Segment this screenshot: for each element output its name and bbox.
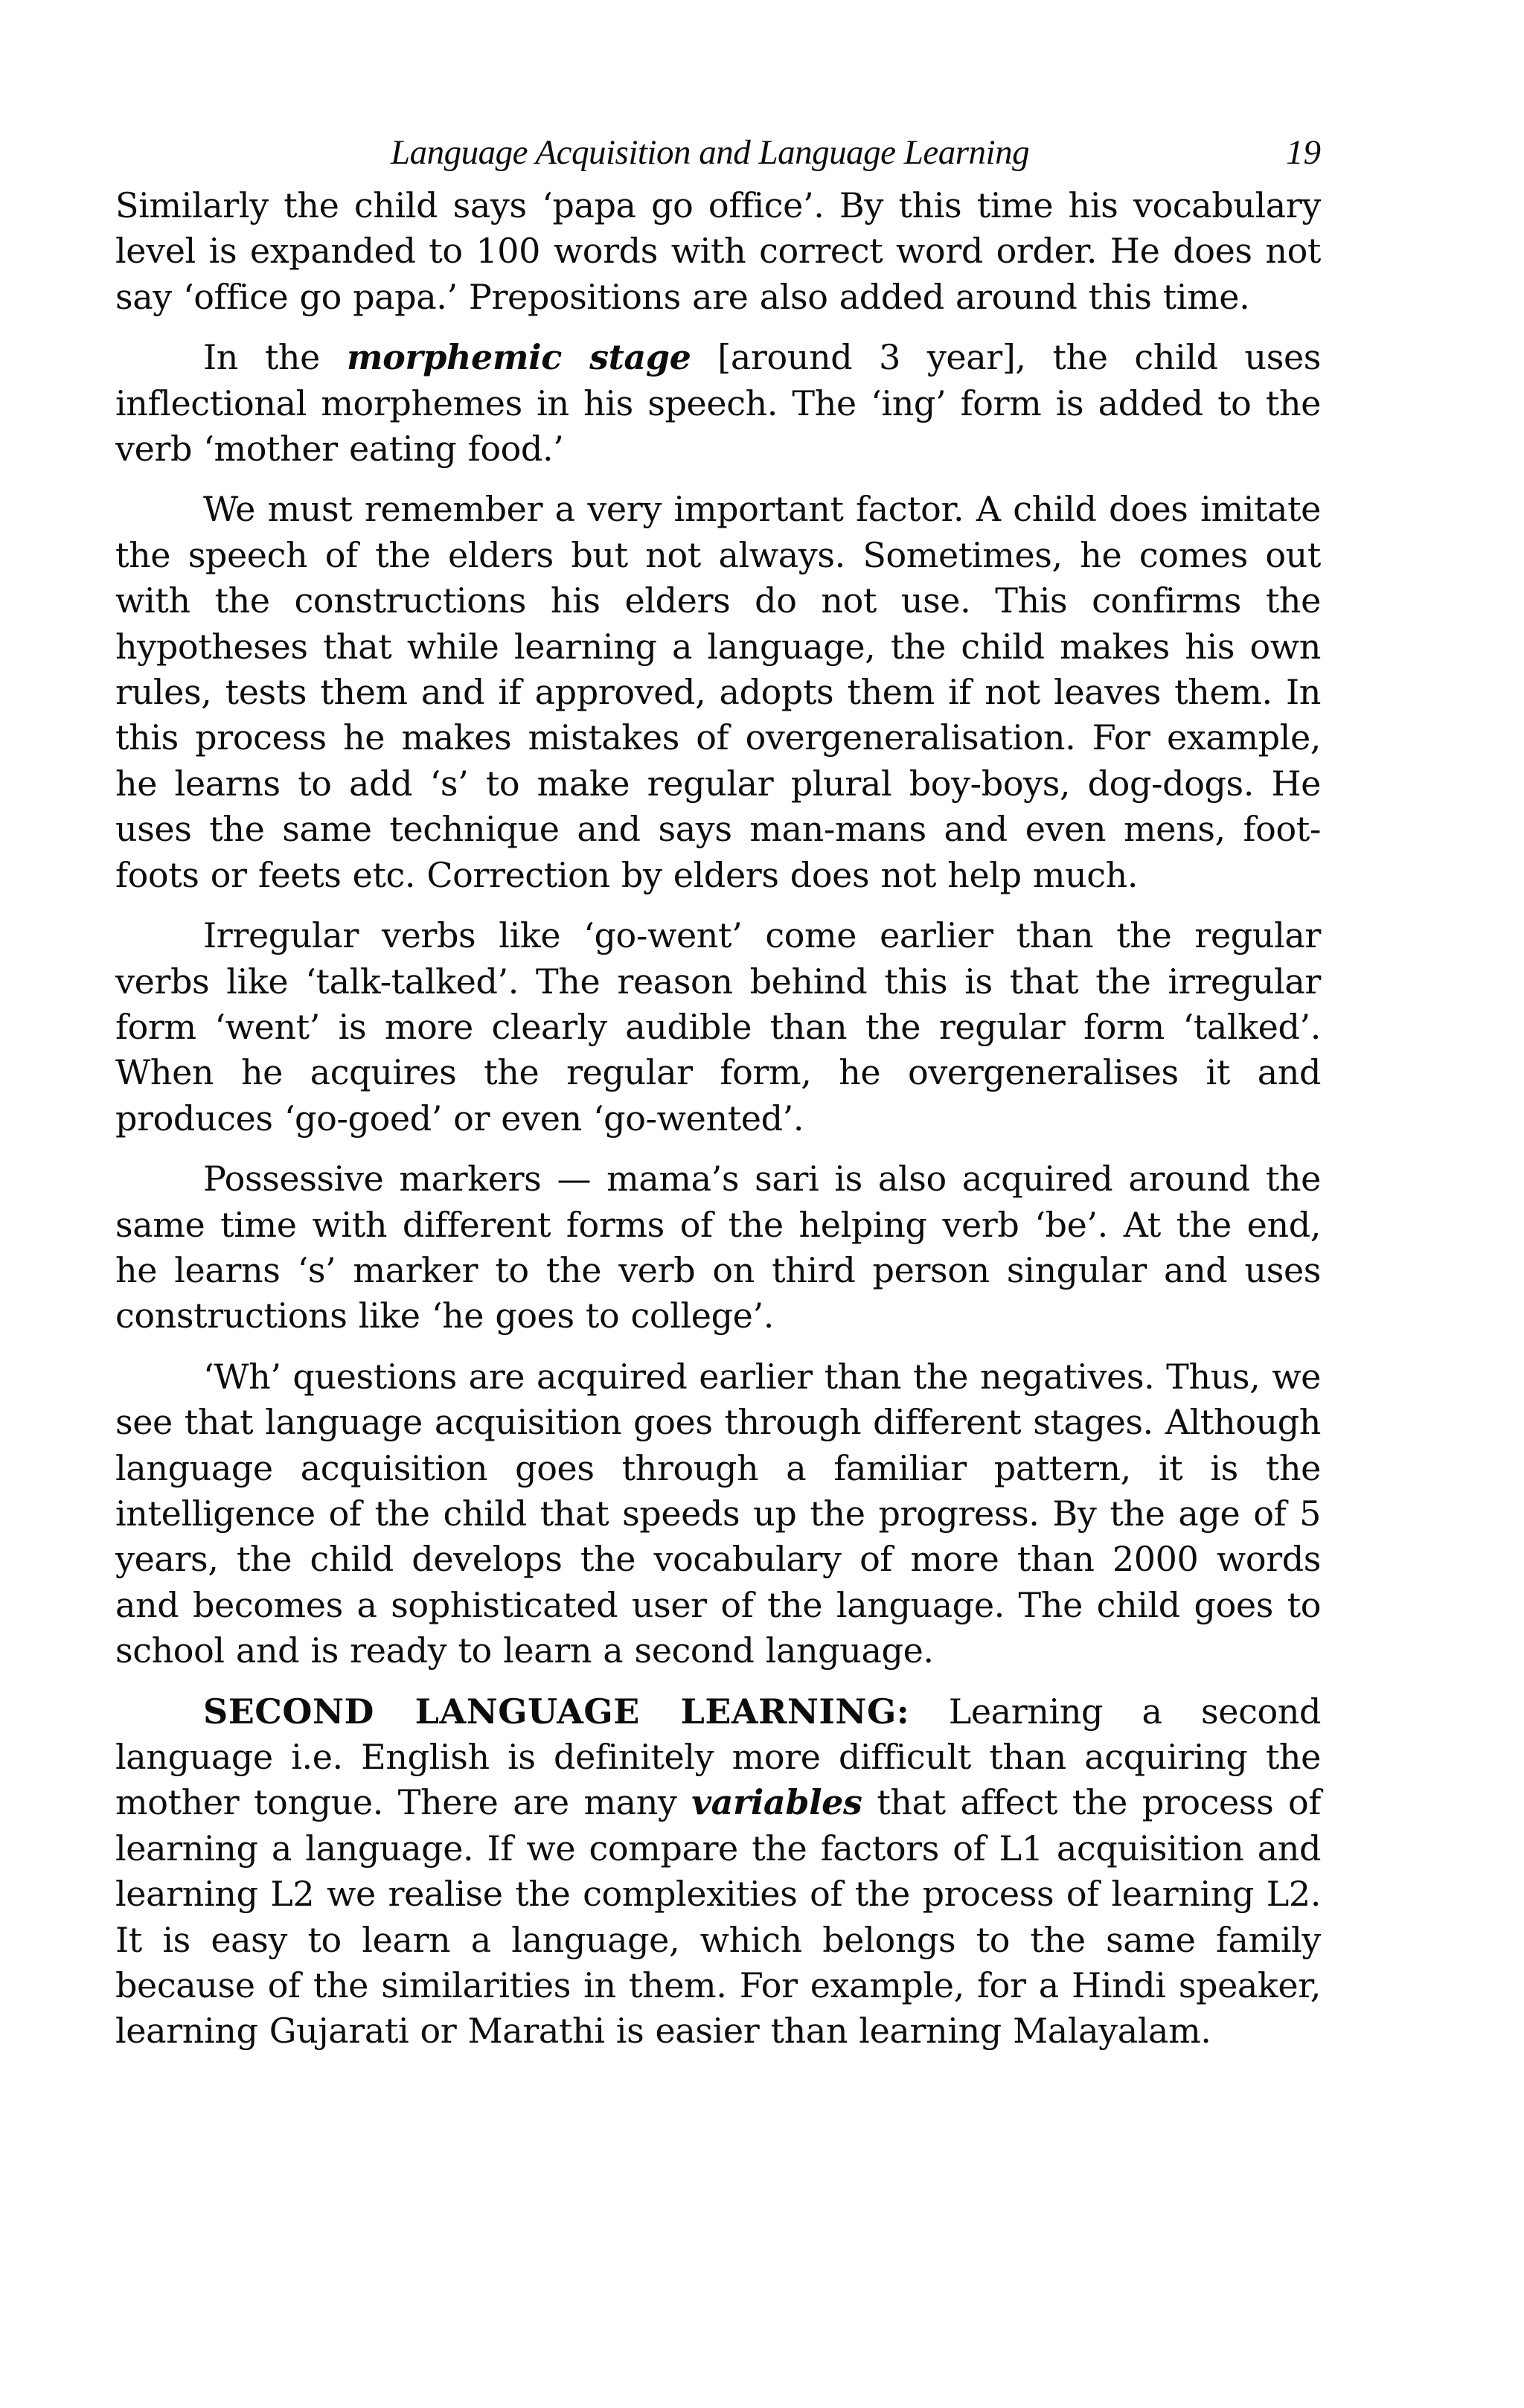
paragraph-second-language-learning [115, 1689, 1321, 2055]
paragraph-morphemic-stage [115, 335, 1321, 472]
paragraph: Similarly the child says ‘papa go office’. By this time his vocabulary level is expanded to 100 words with correct word order. He does not say ‘office go papa.’ Prepositions are also added around this time. [115, 185, 1321, 317]
term-morphemic-stage: morphemic stage [346, 337, 691, 378]
paragraph-text-before: Learning a second language i.e. English is definitely more difficult than acquiring the mother tongue. There are many [115, 1691, 1322, 1823]
paragraph-text-before: In the [203, 337, 347, 378]
paragraph-text-after: that affect the process of learning a language. If we compare the factors of L1 acquisition and learning L2 we realise the complexities of the process of learning L2. It is easy to learn a language, which belongs to the same family because of the similarities in them. For example, for a Hindi speaker, learning Gujarati or Marathi is easier than learning Malayalam. [115, 1782, 1321, 2052]
paragraph: We must remember a very important factor. A child does imitate the speech of the elders but not always. Sometimes, he comes out with the constructions his elders do not use. This confirms the hypotheses that while learning a language, the child makes his own rules, tests them and if approved, adopts them if not leaves them. In this process he makes mistakes of overgeneralisation. For example, he learns to add ‘s’ to make regular plural boy-boys, dog-dogs. He uses the same technique and says man-mans and even mens, foot-foots or feets etc. Correction by elders does not help much. [115, 489, 1321, 895]
paragraph-text-after: [around 3 year], the child uses inflectional morphemes in his speech. The ‘ing’ form is added to the verb ‘mother eating food.’ [115, 337, 1321, 470]
body-text [115, 183, 1321, 2055]
paragraph: Irregular verbs like ‘go-went’ come earlier than the regular verbs like ‘talk-talked’. The reason behind this is that the irregular form ‘went’ is more clearly audible than the regular form ‘talked’. When he acquires the regular form, he overgeneralises it and produces ‘go-goed’ or even ‘go-wented’. [115, 915, 1321, 1139]
paragraph: Possessive markers — mama’s sari is also acquired around the same time with different forms of the helping verb ‘be’. At the end, he learns ‘s’ marker to the verb on third person singular and uses constructions like ‘he goes to college’. [115, 1159, 1321, 1336]
running-head-title: Language Acquisition and Language Learning [391, 133, 1030, 172]
term-variables: variables [691, 1782, 862, 1823]
page-number: 19 [1286, 133, 1321, 172]
section-heading: SECOND LANGUAGE LEARNING: [203, 1691, 910, 1732]
paragraph: ‘Wh’ questions are acquired earlier than the negatives. Thus, we see that language acquisition goes through different stages. Although language acquisition goes through a familiar pattern, it is the intelligence of the child that speeds up the progress. By the age of 5 years, the child develops the vocabulary of more than 2000 words and becomes a sophisticated user of the language. The child goes to school and is ready to learn a second language. [115, 1356, 1321, 1671]
book-page [115, 119, 1321, 2055]
running-head [115, 119, 1321, 179]
